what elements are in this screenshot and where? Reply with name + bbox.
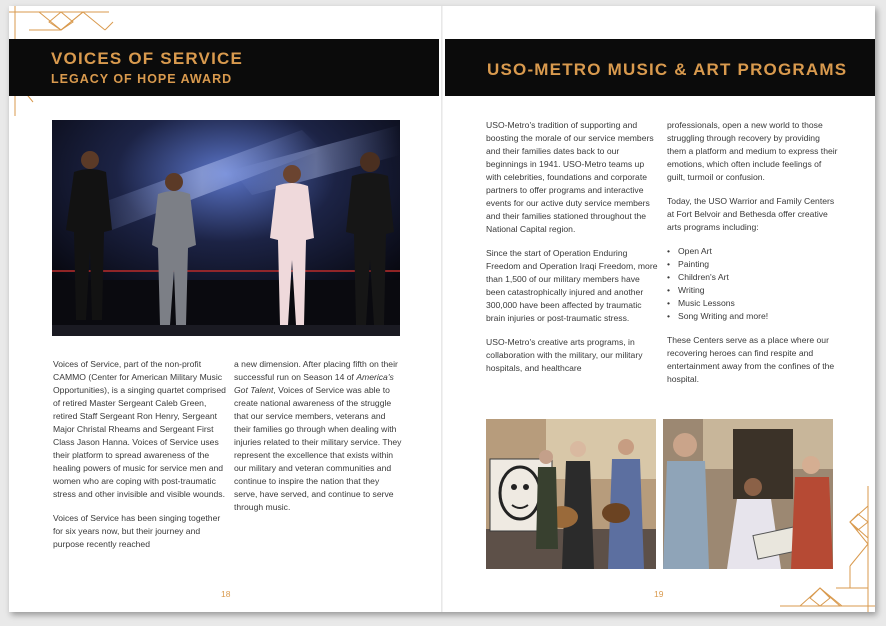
left-banner bbox=[9, 39, 439, 96]
music-lesson-photo bbox=[486, 419, 656, 569]
paragraph: professionals, open a new world to those struggling through recovery by providing them a platform and medium to express their emotions, which often include feelings of guilt, turmoil or confusion. bbox=[667, 120, 838, 182]
list-item: • Children's Art bbox=[667, 271, 839, 284]
show-title: America's Got Talent bbox=[234, 372, 394, 395]
page-title: USO-METRO MUSIC & ART PROGRAMS bbox=[487, 60, 848, 79]
geometric-corner-decoration bbox=[780, 486, 875, 612]
paragraph: USO-Metro's tradition of supporting and boosting the morale of our service members and their families dates back to our beginnings in 1941. USO-Metro teams up with celebrities, foundations and corporate partners to offer programs and interactive events for our active duty service members and their families stationed throughout the National Capital region. bbox=[486, 120, 654, 234]
list-item: • Music Lessons bbox=[667, 297, 839, 310]
left-column-2 bbox=[234, 358, 404, 525]
page-gutter bbox=[441, 6, 443, 612]
right-column-1 bbox=[486, 119, 658, 386]
page-number-right: 19 bbox=[654, 589, 664, 599]
paragraph: Today, the USO Warrior and Family Centers at Fort Belvoir and Bethesda offer creative arts programs including: bbox=[667, 196, 835, 232]
list-item: • Song Writing and more! bbox=[667, 310, 839, 323]
page-number-left: 18 bbox=[221, 589, 231, 599]
left-column-1 bbox=[53, 358, 226, 562]
paragraph: a new dimension. After placing fifth on their successful run on Season 14 of America's Got Talent, Voices of Service was able to create national awareness of the struggle that our service members, veterans and their families go through when dealing with injuries related to their military service. They represent the excellence that exists within our military and veteran communities and continue to inspire the nation that they serve, have served, and continue to serve through music. bbox=[234, 359, 402, 512]
list-item: • Writing bbox=[667, 284, 839, 297]
page-title: VOICES OF SERVICE bbox=[51, 49, 244, 68]
paragraph: USO-Metro's creative arts programs, in collaboration with the military, our military hospitals, and healthcare bbox=[486, 337, 643, 373]
paragraph: Voices of Service has been singing together for six years now, but their journey and purpose recently reached bbox=[53, 513, 221, 549]
page-subtitle: LEGACY OF HOPE AWARD bbox=[51, 72, 233, 86]
list-item: • Open Art bbox=[667, 245, 839, 258]
voices-of-service-stage-photo bbox=[52, 120, 400, 336]
right-banner bbox=[445, 39, 875, 96]
paragraph: Voices of Service, part of the non-profit CAMMO (Center for American Military Music Opportunities), is a singing quartet comprised of retired Master Sergeant Caleb Green, retired Staff Sergeant Ron Henry, Sergeant Major Christal Rheams and Sergeant First Class Jason Hanna. Voices of Service uses their platform to spread awareness of the healing powers of music for service men and women who are coping with post-traumatic stress and other invisible and visible wounds. bbox=[53, 359, 226, 499]
paragraph: These Centers serve as a place where our recovering heroes can find respite and entertainment away from the confines of the hospital. bbox=[667, 335, 835, 384]
brochure-spread bbox=[9, 6, 875, 612]
list-item: • Painting bbox=[667, 258, 839, 271]
right-column-2 bbox=[667, 119, 839, 397]
program-list bbox=[667, 245, 839, 323]
paragraph: Since the start of Operation Enduring Freedom and Operation Iraqi Freedom, more than 1,500 of our military members have been catastrophically injured and another 300,000 have been affected by traumatic brain injuries or post-traumatic stress. bbox=[486, 248, 658, 323]
